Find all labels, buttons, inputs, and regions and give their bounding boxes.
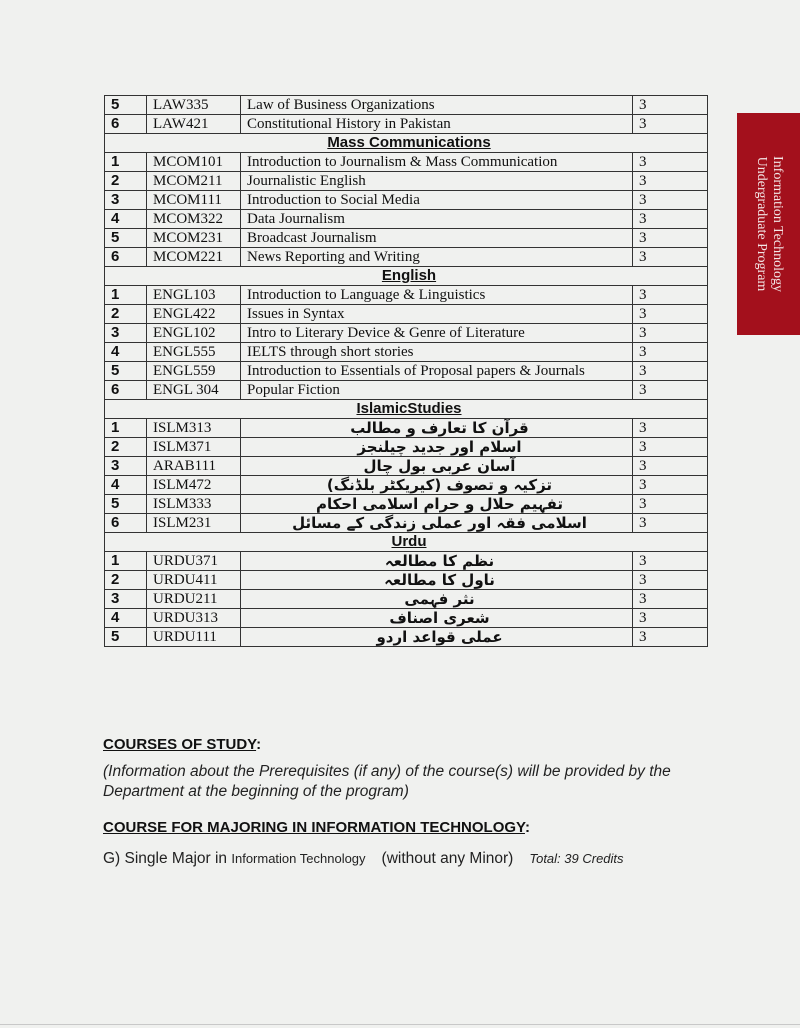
course-number: 1 — [105, 286, 147, 305]
table-row — [105, 191, 708, 210]
section-title: English — [381, 267, 437, 284]
course-credits: 3 — [633, 457, 708, 476]
course-code: LAW335 — [147, 96, 241, 115]
course-code: ISLM371 — [147, 438, 241, 457]
course-code: ENGL103 — [147, 286, 241, 305]
courses-of-study-colon: : — [256, 736, 262, 753]
side-tab-line2: Undergraduate Program — [753, 156, 769, 292]
course-title: نظم کا مطالعہ — [241, 552, 633, 571]
course-number: 2 — [105, 305, 147, 324]
major-minor: (without any Minor) — [381, 850, 514, 867]
course-title: Issues in Syntax — [241, 305, 633, 324]
section-header-row — [105, 267, 708, 286]
section-header — [105, 400, 708, 419]
course-number: 4 — [105, 476, 147, 495]
majoring-heading — [103, 819, 530, 836]
course-code: MCOM221 — [147, 248, 241, 267]
table-row — [105, 552, 708, 571]
table-row — [105, 381, 708, 400]
table-row — [105, 590, 708, 609]
prerequisites-note: (Information about the Prerequisites (if any) of the course(s) will be provided by the Department at the beginning of the program) — [103, 763, 671, 800]
table-row — [105, 286, 708, 305]
course-code: ARAB111 — [147, 457, 241, 476]
section-header — [105, 533, 708, 552]
course-number: 2 — [105, 571, 147, 590]
course-number: 4 — [105, 343, 147, 362]
course-credits: 3 — [633, 571, 708, 590]
side-tab-text — [753, 156, 785, 292]
table-row — [105, 571, 708, 590]
course-credits: 3 — [633, 210, 708, 229]
course-code: ENGL559 — [147, 362, 241, 381]
course-credits: 3 — [633, 286, 708, 305]
course-title: تفہیم حلال و حرام اسلامی احکام — [241, 495, 633, 514]
course-title: تزکیہ و تصوف (کیریکٹر بلڈنگ) — [241, 476, 633, 495]
course-number: 6 — [105, 514, 147, 533]
course-credits: 3 — [633, 153, 708, 172]
course-credits: 3 — [633, 305, 708, 324]
course-title: News Reporting and Writing — [241, 248, 633, 267]
course-credits: 3 — [633, 324, 708, 343]
course-number: 3 — [105, 324, 147, 343]
course-credits: 3 — [633, 115, 708, 134]
course-title: Data Journalism — [241, 210, 633, 229]
courses-of-study-heading — [103, 736, 261, 753]
course-title: عملی قواعد اردو — [241, 628, 633, 647]
course-number: 1 — [105, 153, 147, 172]
table-row — [105, 324, 708, 343]
course-title: Introduction to Language & Linguistics — [241, 286, 633, 305]
major-prefix: G) Single Major in — [103, 850, 232, 867]
course-table — [104, 95, 708, 647]
major-total: Total: 39 Credits — [529, 851, 624, 866]
table-row — [105, 495, 708, 514]
table-row — [105, 438, 708, 457]
course-number: 5 — [105, 96, 147, 115]
section-title: IslamicStudies — [356, 400, 462, 417]
course-code: ISLM231 — [147, 514, 241, 533]
table-row — [105, 153, 708, 172]
course-title: Popular Fiction — [241, 381, 633, 400]
course-credits: 3 — [633, 343, 708, 362]
course-number: 1 — [105, 419, 147, 438]
course-credits: 3 — [633, 628, 708, 647]
courses-of-study-title: COURSES OF STUDY — [103, 736, 257, 753]
course-credits: 3 — [633, 229, 708, 248]
course-code: MCOM101 — [147, 153, 241, 172]
course-title: آسان عربی بول چال — [241, 457, 633, 476]
section-header — [105, 134, 708, 153]
table-row — [105, 362, 708, 381]
course-number: 4 — [105, 210, 147, 229]
course-code: MCOM111 — [147, 191, 241, 210]
majoring-colon: : — [524, 819, 530, 836]
course-credits: 3 — [633, 514, 708, 533]
table-row — [105, 115, 708, 134]
table-row — [105, 343, 708, 362]
table-row — [105, 96, 708, 115]
course-code: MCOM231 — [147, 229, 241, 248]
course-title: Intro to Literary Device & Genre of Literature — [241, 324, 633, 343]
course-number: 1 — [105, 552, 147, 571]
course-number: 5 — [105, 495, 147, 514]
table-row — [105, 457, 708, 476]
course-title: Introduction to Social Media — [241, 191, 633, 210]
table-row — [105, 210, 708, 229]
course-title: Introduction to Essentials of Proposal papers & Journals — [241, 362, 633, 381]
section-title: Mass Communications — [327, 134, 491, 151]
course-title: Constitutional History in Pakistan — [241, 115, 633, 134]
course-number: 6 — [105, 115, 147, 134]
course-number: 5 — [105, 628, 147, 647]
table-row — [105, 419, 708, 438]
course-number: 3 — [105, 191, 147, 210]
course-title: Broadcast Journalism — [241, 229, 633, 248]
section-header-row — [105, 134, 708, 153]
course-credits: 3 — [633, 476, 708, 495]
section-header — [105, 267, 708, 286]
table-row — [105, 248, 708, 267]
course-title: اسلام اور جدید چیلنجز — [241, 438, 633, 457]
course-code: URDU411 — [147, 571, 241, 590]
side-tab-line1: Information Technology — [769, 155, 785, 293]
course-number: 2 — [105, 438, 147, 457]
course-title: اسلامی فقہ اور عملی زندگی کے مسائل — [241, 514, 633, 533]
course-code: ENGL422 — [147, 305, 241, 324]
course-number: 6 — [105, 248, 147, 267]
course-code: ENGL102 — [147, 324, 241, 343]
page-bottom-rule — [0, 1024, 800, 1025]
table-row — [105, 229, 708, 248]
course-code: ISLM333 — [147, 495, 241, 514]
course-number: 3 — [105, 457, 147, 476]
course-code: LAW421 — [147, 115, 241, 134]
table-row — [105, 514, 708, 533]
table-row — [105, 609, 708, 628]
course-title: Introduction to Journalism & Mass Communication — [241, 153, 633, 172]
course-title: شعری اصناف — [241, 609, 633, 628]
course-title: ناول کا مطالعہ — [241, 571, 633, 590]
course-number: 5 — [105, 362, 147, 381]
course-credits: 3 — [633, 609, 708, 628]
course-credits: 3 — [633, 590, 708, 609]
course-code: URDU313 — [147, 609, 241, 628]
course-credits: 3 — [633, 96, 708, 115]
course-title: IELTS through short stories — [241, 343, 633, 362]
course-credits: 3 — [633, 248, 708, 267]
course-credits: 3 — [633, 552, 708, 571]
course-number: 2 — [105, 172, 147, 191]
course-credits: 3 — [633, 172, 708, 191]
course-credits: 3 — [633, 495, 708, 514]
table-row — [105, 172, 708, 191]
section-header-row — [105, 400, 708, 419]
course-credits: 3 — [633, 381, 708, 400]
course-number: 6 — [105, 381, 147, 400]
majoring-title: COURSE FOR MAJORING IN INFORMATION TECHNOLOGY — [103, 819, 525, 836]
course-title: نثر فہمی — [241, 590, 633, 609]
course-code: ENGL555 — [147, 343, 241, 362]
side-tab — [737, 113, 800, 335]
course-code: ISLM472 — [147, 476, 241, 495]
table-row — [105, 628, 708, 647]
course-credits: 3 — [633, 191, 708, 210]
course-number: 4 — [105, 609, 147, 628]
course-title: قرآن کا تعارف و مطالب — [241, 419, 633, 438]
course-credits: 3 — [633, 419, 708, 438]
major-line — [103, 850, 624, 868]
table-row — [105, 305, 708, 324]
course-code: URDU371 — [147, 552, 241, 571]
course-code: URDU211 — [147, 590, 241, 609]
table-row — [105, 476, 708, 495]
course-number: 3 — [105, 590, 147, 609]
section-title: Urdu — [391, 533, 427, 550]
course-code: ENGL 304 — [147, 381, 241, 400]
major-subject: Information Technology — [231, 851, 366, 866]
course-code: URDU111 — [147, 628, 241, 647]
course-code: ISLM313 — [147, 419, 241, 438]
course-code: MCOM211 — [147, 172, 241, 191]
course-number: 5 — [105, 229, 147, 248]
course-credits: 3 — [633, 362, 708, 381]
course-credits: 3 — [633, 438, 708, 457]
course-code: MCOM322 — [147, 210, 241, 229]
section-header-row — [105, 533, 708, 552]
course-title: Journalistic English — [241, 172, 633, 191]
course-title: Law of Business Organizations — [241, 96, 633, 115]
